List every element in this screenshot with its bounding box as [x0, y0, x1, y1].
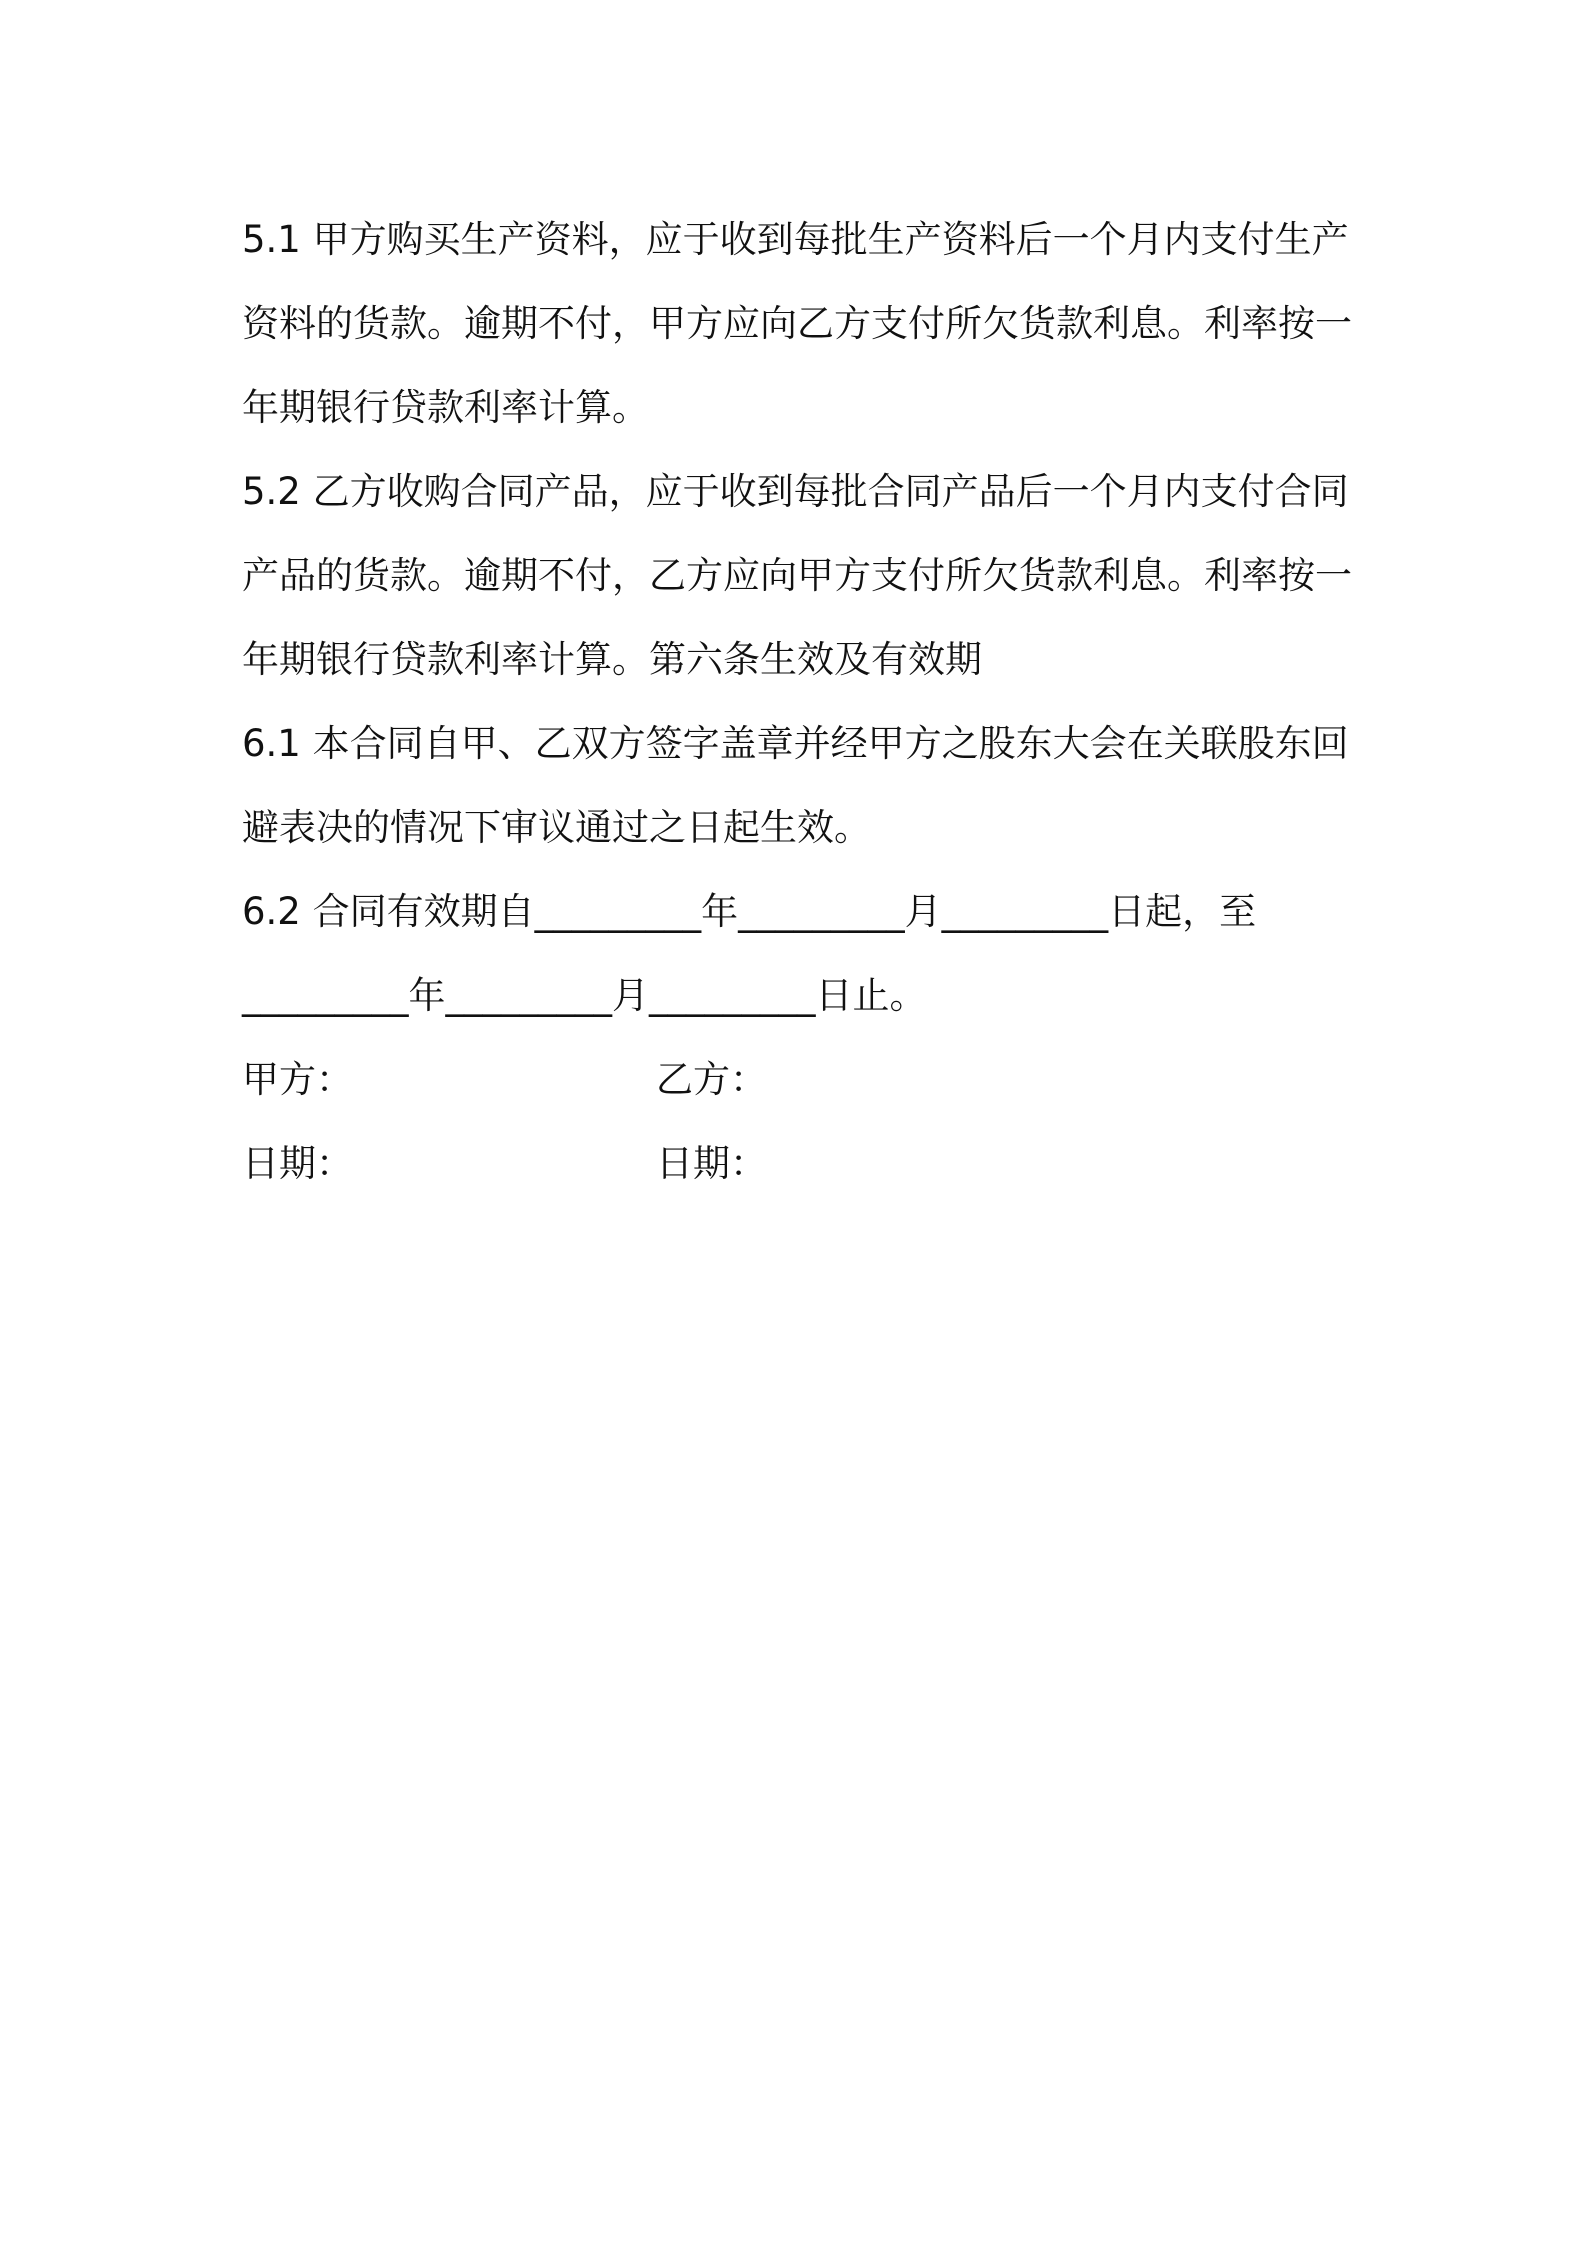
party-b-label: 乙方：	[656, 1058, 767, 1101]
document-body	[242, 198, 1362, 1206]
clause-5-2-line-2: 产品的货款。逾期不付，乙方应向甲方支付所欠货款利息。利率按一	[242, 554, 1352, 597]
party-a-label: 甲方：	[242, 1058, 353, 1101]
clause-5-1-line-2: 资料的货款。逾期不付，甲方应向乙方支付所欠货款利息。利率按一	[242, 302, 1352, 345]
party-a-date-label: 日期：	[242, 1142, 353, 1185]
signature-row-dates	[242, 1122, 1362, 1206]
clause-5-2-line-3: 年期银行贷款利率计算。第六条生效及有效期	[242, 638, 982, 681]
clause-6-2-line-2: _________年_________月_________日止。	[242, 974, 927, 1017]
clause-6-1-line-1: 6.1 本合同自甲、乙双方签字盖章并经甲方之股东大会在关联股东回	[242, 722, 1349, 765]
clause-5-2-line-1: 5.2 乙方收购合同产品，应于收到每批合同产品后一个月内支付合同	[242, 470, 1349, 513]
clause-6-1-line-2: 避表决的情况下审议通过之日起生效。	[242, 806, 871, 849]
party-b-date-label: 日期：	[656, 1142, 767, 1185]
clause-5-1-line-3: 年期银行贷款利率计算。	[242, 386, 649, 429]
clause-5-1-line-1: 5.1 甲方购买生产资料，应于收到每批生产资料后一个月内支付生产	[242, 218, 1349, 261]
clause-6-2-line-1: 6.2 合同有效期自_________年_________月_________日起，至	[242, 890, 1257, 933]
signature-row-parties	[242, 1038, 1362, 1122]
